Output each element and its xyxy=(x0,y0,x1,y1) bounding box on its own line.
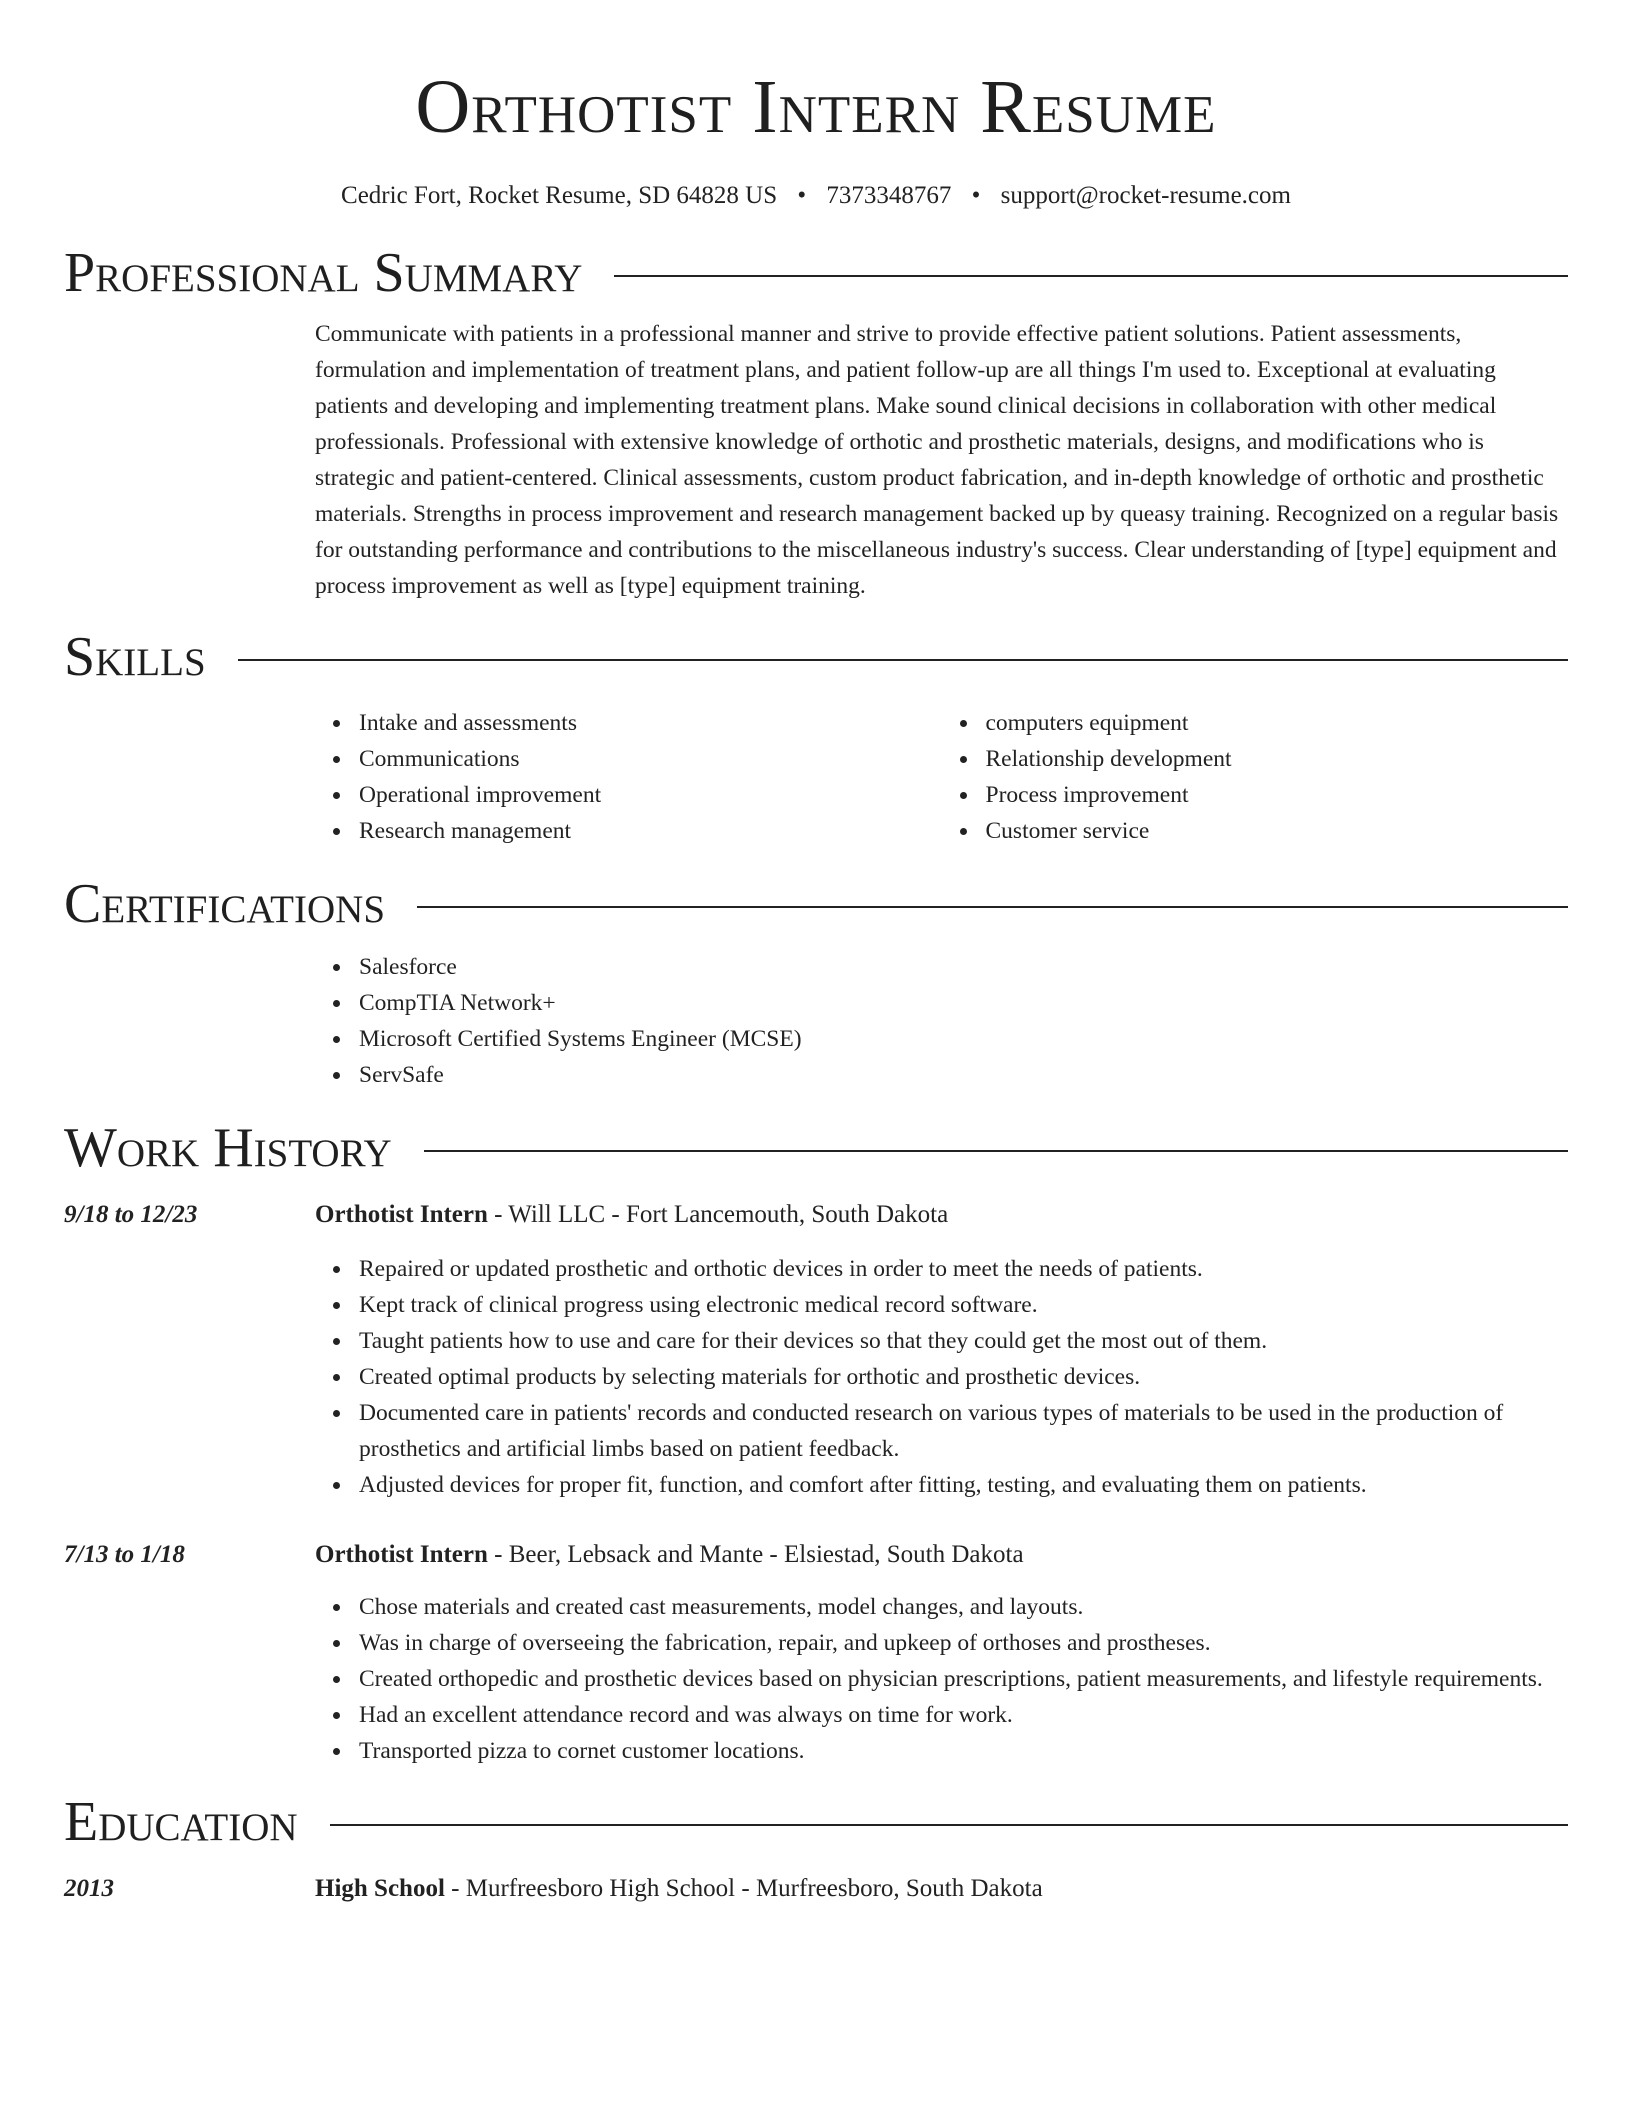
section-rule xyxy=(614,275,1568,277)
certification-item: Salesforce xyxy=(359,949,1568,985)
job-employer: - Beer, Lebsack and Mante - Elsiestad, South Dakota xyxy=(487,1541,1024,1568)
job-duty-item: Transported pizza to cornet customer locations. xyxy=(359,1733,1568,1769)
section-rule xyxy=(417,906,1568,908)
skills-section-header xyxy=(64,624,1568,690)
work-history-section-header xyxy=(64,1115,1568,1181)
skill-item: Operational improvement xyxy=(359,777,942,813)
section-rule xyxy=(330,1824,1568,1826)
skill-item: Intake and assessments xyxy=(359,705,942,741)
job-duty-item: Chose materials and created cast measurements, model changes, and layouts. xyxy=(359,1589,1568,1625)
skill-item: Relationship development xyxy=(986,741,1569,777)
contact-separator: • xyxy=(797,182,807,209)
skills-heading: Skills xyxy=(64,626,206,688)
job-duties xyxy=(315,1251,1568,1503)
job-duty-item: Taught patients how to use and care for their devices so that they could get the most out of them. xyxy=(359,1323,1568,1359)
contact-separator: • xyxy=(971,182,981,209)
education-heading-line xyxy=(315,1871,1043,1907)
job-entry xyxy=(64,1537,1568,1573)
certifications-section-header xyxy=(64,871,1568,937)
skill-item: computers equipment xyxy=(986,705,1569,741)
job-employer: - Will LLC - Fort Lancemouth, South Dakota xyxy=(487,1201,949,1228)
job-duty-item: Created orthopedic and prosthetic devices based on physician prescriptions, patient measurements, and lifestyle requirements. xyxy=(359,1661,1568,1697)
certifications-heading: Certifications xyxy=(64,873,386,935)
skill-item: Process improvement xyxy=(986,777,1569,813)
job-duty-item: Created optimal products by selecting materials for orthotic and prosthetic devices. xyxy=(359,1359,1568,1395)
job-duty-item: Was in charge of overseeing the fabrication, repair, and upkeep of orthoses and prostheses. xyxy=(359,1625,1568,1661)
education-section-header xyxy=(64,1789,1568,1855)
job-entry xyxy=(64,1197,1568,1233)
job-duty-item: Kept track of clinical progress using electronic medical record software. xyxy=(359,1287,1568,1323)
certifications-list xyxy=(315,949,1568,1093)
job-duties xyxy=(315,1589,1568,1769)
job-heading xyxy=(315,1537,1024,1573)
summary-heading: Professional Summary xyxy=(64,242,583,304)
contact-address: Cedric Fort, Rocket Resume, SD 64828 US xyxy=(341,182,778,209)
section-rule xyxy=(424,1150,1568,1152)
resume-title: Orthotist Intern Resume xyxy=(415,65,1217,149)
job-title: Orthotist Intern xyxy=(315,1201,488,1228)
summary-text: Communicate with patients in a professional manner and strive to provide effective patient solutions. Patient assessments, formulation and implementation of treatment plans, and patient follow-up are all things I'm used to. Exceptional at evaluating patients and developing and implementing treatment plans. Make sound clinical decisions in collaboration with other medical professionals. Professional with extensive knowledge of orthotic and prosthetic materials, designs, and modifications who is strategic and patient-centered. Clinical assessments, custom product fabrication, and in-depth knowledge of orthotic and prosthetic materials. Strengths in process improvement and research management backed up by queasy training. Recognized on a regular basis for outstanding performance and contributions to the miscellaneous industry's success. Clear understanding of [type] equipment and process improvement as well as [type] equipment training. xyxy=(315,321,1559,599)
contact-email: support@rocket-resume.com xyxy=(1000,182,1291,209)
certification-item: CompTIA Network+ xyxy=(359,985,1568,1021)
skills-column-right xyxy=(942,705,1569,849)
education-heading: Education xyxy=(64,1791,298,1853)
skills-column-left xyxy=(315,705,942,849)
resume xyxy=(64,0,1568,1907)
certification-item: ServSafe xyxy=(359,1057,1568,1093)
certification-item: Microsoft Certified Systems Engineer (MCSE) xyxy=(359,1021,1568,1057)
work-history-heading: Work History xyxy=(64,1117,392,1179)
contact-line xyxy=(64,180,1568,212)
job-title: Orthotist Intern xyxy=(315,1541,488,1568)
skill-item: Customer service xyxy=(986,813,1569,849)
skill-item: Research management xyxy=(359,813,942,849)
education-degree: High School xyxy=(315,1875,445,1902)
job-duty-item: Repaired or updated prosthetic and orthotic devices in order to meet the needs of patients. xyxy=(359,1251,1568,1287)
education-year: 2013 xyxy=(64,1875,114,1902)
section-rule xyxy=(238,659,1568,661)
contact-phone: 7373348767 xyxy=(826,182,952,209)
job-heading xyxy=(315,1197,948,1233)
job-duty-item: Adjusted devices for proper fit, function, and comfort after fitting, testing, and evaluating them on patients. xyxy=(359,1467,1568,1503)
job-dates: 9/18 to 12/23 xyxy=(64,1201,198,1228)
job-duty-item: Had an excellent attendance record and was always on time for work. xyxy=(359,1697,1568,1733)
summary-section-header xyxy=(64,240,1568,306)
job-duty-item: Documented care in patients' records and conducted research on various types of materials to be used in the production of prosthetics and artificial limbs based on patient feedback. xyxy=(359,1395,1568,1467)
education-school: - Murfreesboro High School - Murfreesboro, South Dakota xyxy=(444,1875,1043,1902)
job-dates: 7/13 to 1/18 xyxy=(64,1541,185,1568)
skills-list xyxy=(315,705,1568,849)
skill-item: Communications xyxy=(359,741,942,777)
education-entry xyxy=(64,1871,1568,1907)
